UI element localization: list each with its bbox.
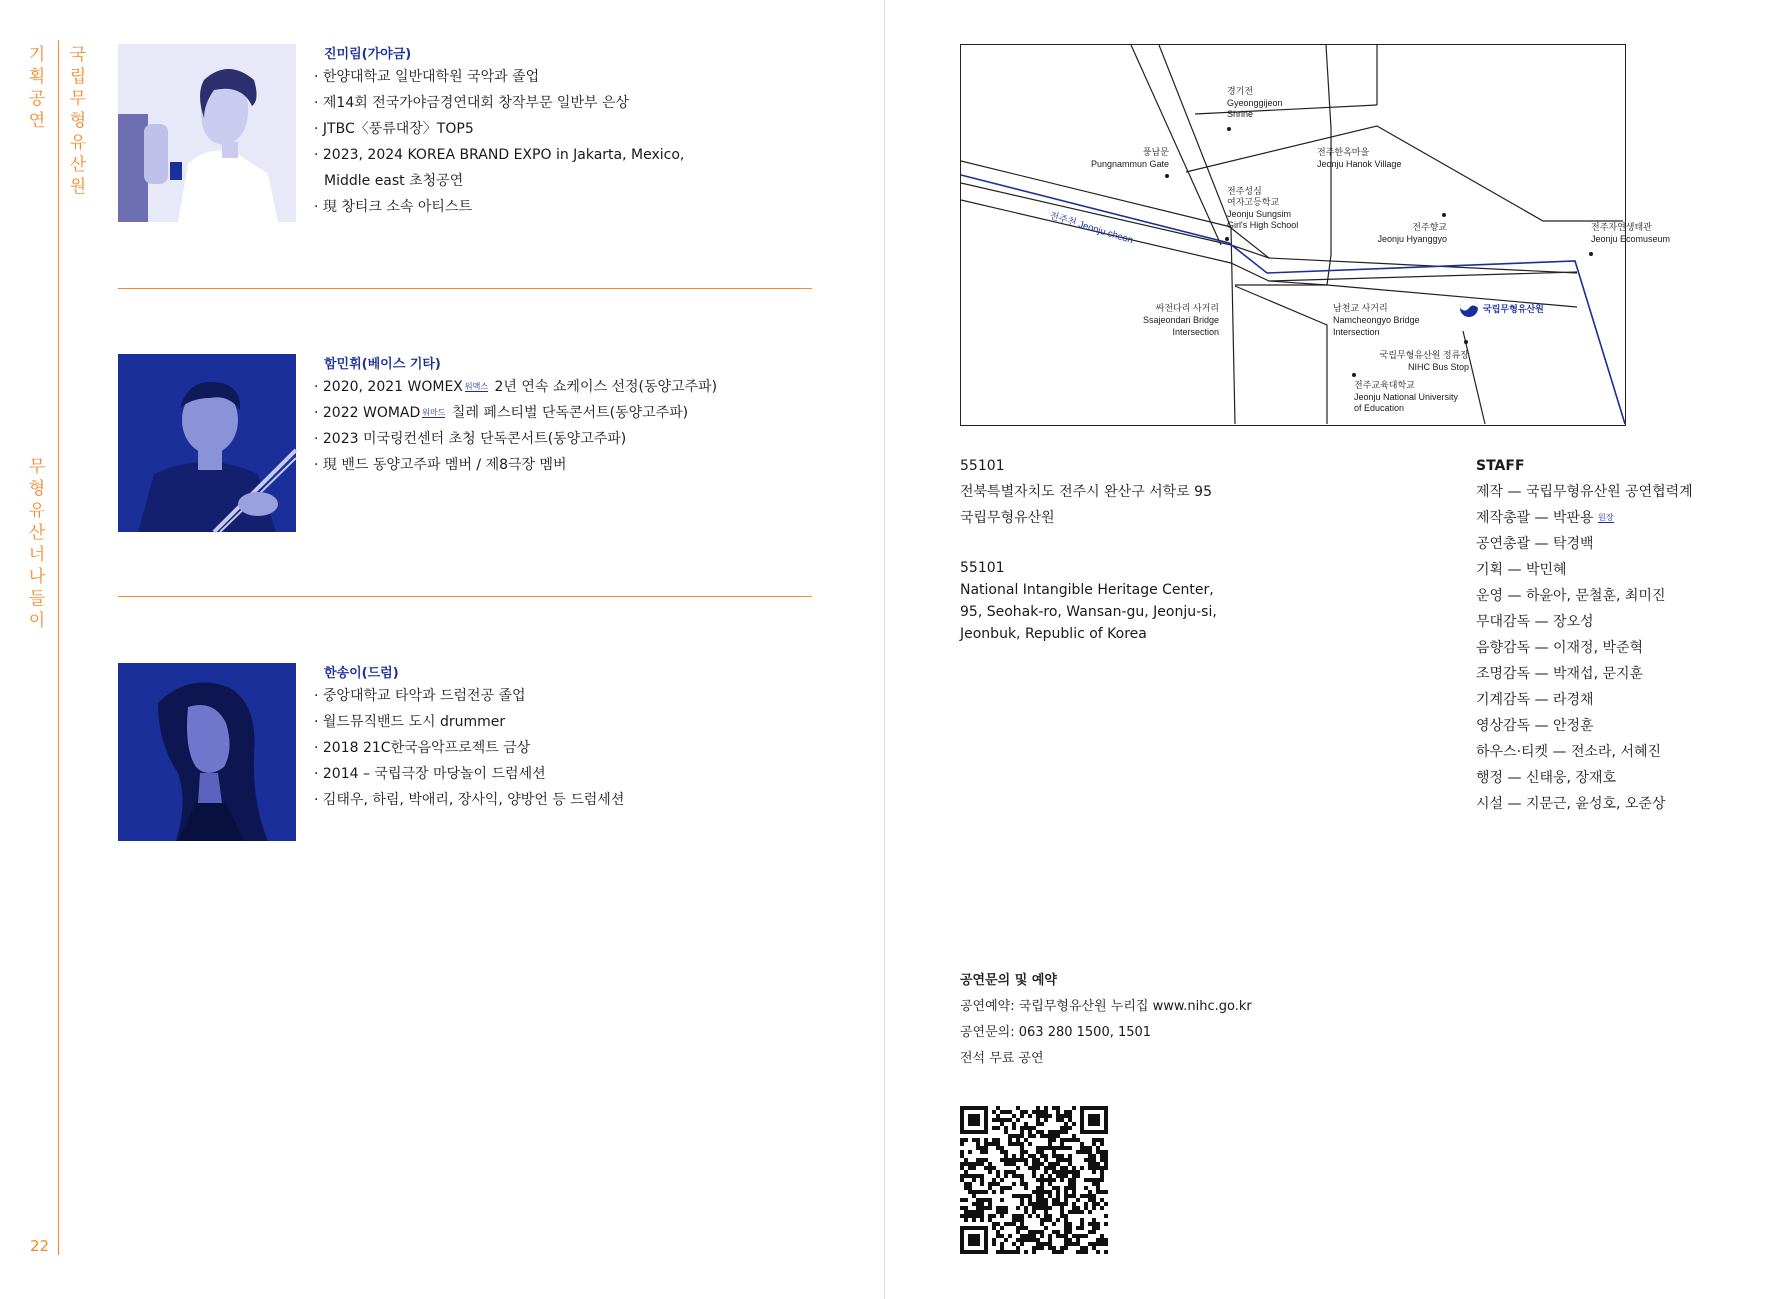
postal-code: 55101 bbox=[960, 560, 1005, 576]
bio-item: · 중앙대학교 타악과 드럼전공 졸업 bbox=[314, 688, 526, 704]
address-line: 전북특별자치도 전주시 완산구 서학로 95 bbox=[960, 484, 1212, 500]
staff-role-badge: 원장 bbox=[1598, 513, 1614, 522]
map-label-gyeonggijeon-en1: Gyeonggijeon bbox=[1227, 98, 1283, 108]
bio-item: · 2014 – 국립극장 마당놀이 드럼세션 bbox=[314, 766, 546, 782]
map-label-hanok-en: Jeonju Hanok Village bbox=[1317, 159, 1402, 169]
qr-code[interactable] bbox=[960, 1106, 1108, 1254]
right-page bbox=[886, 0, 1772, 1299]
map-label-hanok-ko: 전주한옥마을 bbox=[1317, 147, 1370, 157]
map-label-univ-ko: 전주교육대학교 bbox=[1354, 380, 1415, 390]
performer-bio-list bbox=[314, 374, 734, 478]
staff-credits bbox=[1476, 453, 1693, 817]
performer-photo-gayageum bbox=[118, 44, 296, 222]
bio-item: · 월드뮤직밴드 도시 drummer bbox=[314, 714, 506, 730]
inquiry-line: 공연문의: 063 280 1500, 1501 bbox=[960, 1025, 1152, 1040]
bio-item: · 한양대학교 일반대학원 국악과 졸업 bbox=[314, 69, 540, 85]
staff-line: 무대감독 — 장오성 bbox=[1476, 614, 1594, 630]
map-label-busstop-en: NIHC Bus Stop bbox=[1407, 362, 1469, 372]
map-label-hyanggyo-ko: 전주향교 bbox=[1412, 222, 1447, 232]
staff-line: 운영 — 하윤아, 문철훈, 최미진 bbox=[1476, 588, 1666, 604]
vertical-title-program: 기획공연 bbox=[28, 45, 46, 131]
bio-footnote-badge: 워맥스 bbox=[464, 382, 489, 391]
staff-line: 공연총괄 — 탁경백 bbox=[1476, 536, 1594, 552]
performer-name: 한송이(드럼) bbox=[324, 666, 399, 681]
map-label-sungsim-en1: Jeonju Sungsim bbox=[1227, 209, 1292, 219]
performer-name: 함민휘(베이스 기타) bbox=[324, 357, 441, 372]
nihc-logo bbox=[1460, 299, 1544, 317]
bio-item: · 제14회 전국가야금경연대회 창작부문 일반부 은상 bbox=[314, 95, 629, 111]
staff-title: STAFF bbox=[1476, 458, 1525, 474]
vertical-title-institution: 국립무형유산원 bbox=[69, 45, 87, 197]
staff-line: 기획 — 박민혜 bbox=[1476, 562, 1567, 578]
map-label-ecomuseum-en: Jeonju Ecomuseum bbox=[1591, 234, 1671, 244]
map-label-namcheon-en2: Intersection bbox=[1333, 327, 1380, 337]
bio-item: · 2018 21C한국음악프로젝트 금상 bbox=[314, 740, 531, 756]
map-label-gyeonggijeon-ko: 경기전 bbox=[1227, 86, 1254, 96]
inquiry-line: 공연예약: 국립무형유산원 누리집 www.nihc.go.kr bbox=[960, 999, 1252, 1014]
bio-item: · 2020, 2021 WOMEX $^{워맥스}$ 2년 연속 쇼케이스 선정(동양고주파) bbox=[314, 379, 718, 395]
nihc-logo-text: 국립무형유산원 bbox=[1483, 304, 1544, 314]
page-number: 22 bbox=[30, 1237, 50, 1255]
address-english bbox=[960, 557, 1280, 645]
map-label-pungnammun-en: Pungnammun Gate bbox=[1090, 159, 1169, 169]
map-label-gyeonggijeon-en2: Shrine bbox=[1227, 109, 1254, 119]
performer-bio-list bbox=[314, 683, 734, 813]
staff-line: 제작총괄 — 박판용 $^{원장}$ bbox=[1476, 510, 1614, 526]
section-divider bbox=[118, 288, 812, 289]
location-map bbox=[960, 44, 1671, 426]
section-divider bbox=[118, 596, 812, 597]
map-label-namcheon-en1: Namcheongyo Bridge bbox=[1333, 315, 1420, 325]
map-label-hyanggyo-en: Jeonju Hyanggyo bbox=[1377, 234, 1447, 244]
staff-line: 조명감독 — 박재섭, 문지훈 bbox=[1476, 666, 1644, 682]
performer-photo-drum bbox=[118, 663, 296, 841]
staff-line: 기계감독 — 라경채 bbox=[1476, 692, 1594, 708]
map-label-namcheon-ko: 남천교 사거리 bbox=[1333, 303, 1388, 313]
staff-line: 영상감독 — 안정훈 bbox=[1476, 718, 1594, 734]
bio-item: · 2023 미국링컨센터 초청 단독콘서트(동양고주파) bbox=[314, 431, 627, 447]
staff-line: 행정 — 신태웅, 장재호 bbox=[1476, 770, 1616, 786]
bio-item: · 2023, 2024 KOREA BRAND EXPO in Jakarta, Mexico, Middle east 초청공연 bbox=[314, 147, 685, 189]
postal-code: 55101 bbox=[960, 458, 1005, 474]
map-label-univ-en2: of Education bbox=[1354, 403, 1405, 413]
vertical-rule bbox=[58, 40, 59, 1255]
bio-item: · JTBC〈풍류대장〉TOP5 bbox=[314, 121, 474, 137]
bio-footnote-badge: 워마드 bbox=[422, 408, 446, 417]
address-line: National Intangible Heritage Center, bbox=[960, 582, 1214, 598]
map-label-univ-en1: Jeonju National University bbox=[1354, 392, 1459, 402]
inquiry-title: 공연문의 및 예약 bbox=[960, 973, 1057, 988]
bio-item: · 2022 WOMAD $^{워마드}$ 칠레 페스티벌 단독콘서트(동양고주파) bbox=[314, 405, 689, 421]
performer-photo-bass bbox=[118, 354, 296, 532]
map-label-sungsim-en2: Girl's High School bbox=[1227, 220, 1299, 230]
staff-line: 하우스·티켓 — 전소라, 서혜진 bbox=[1476, 744, 1662, 760]
inquiry-section bbox=[960, 968, 1252, 1072]
map-label-ssajeondari-en2: Intersection bbox=[1172, 327, 1219, 337]
staff-line: 시설 — 지문근, 윤성호, 오준상 bbox=[1476, 796, 1666, 812]
staff-line: 음향감독 — 이재정, 박준혁 bbox=[1476, 640, 1644, 656]
map-label-ecomuseum-ko: 전주자연생태관 bbox=[1591, 222, 1652, 232]
address-line: Jeonbuk, Republic of Korea bbox=[960, 626, 1147, 642]
performer-bio-list bbox=[314, 64, 734, 220]
map-label-busstop-ko: 국립무형유산원 정류장 bbox=[1379, 350, 1469, 360]
map-label-sungsim-ko2: 여자고등학교 bbox=[1227, 197, 1280, 207]
map-label-ssajeondari-ko: 싸전다리 사거리 bbox=[1155, 303, 1219, 313]
inquiry-line: 전석 무료 공연 bbox=[960, 1051, 1044, 1066]
address-line: 국립무형유산원 bbox=[960, 510, 1055, 526]
bio-item: · 現 창티크 소속 아티스트 bbox=[314, 199, 472, 215]
address-korean bbox=[960, 453, 1212, 531]
performer-name: 진미림(가야금) bbox=[324, 47, 412, 62]
vertical-title-series: 무형유산 너나들이 bbox=[28, 457, 46, 631]
map-label-pungnammun-ko: 풍남문 bbox=[1142, 147, 1169, 157]
bio-item: · 김태우, 하림, 박애리, 장사익, 양방언 등 드럼세션 bbox=[314, 792, 625, 808]
staff-line: 제작 — 국립무형유산원 공연협력계 bbox=[1476, 484, 1693, 500]
map-label-ssajeondari-en1: Ssajeondari Bridge bbox=[1142, 315, 1219, 325]
bio-item: · 現 밴드 동양고주파 멤버 / 제8극장 멤버 bbox=[314, 457, 567, 473]
map-label-sungsim-ko1: 전주성심 bbox=[1227, 186, 1262, 196]
map-label-river: 전주천 Jeonju cheon bbox=[1048, 210, 1135, 247]
address-line: 95, Seohak-ro, Wansan-gu, Jeonju-si, bbox=[960, 604, 1217, 620]
